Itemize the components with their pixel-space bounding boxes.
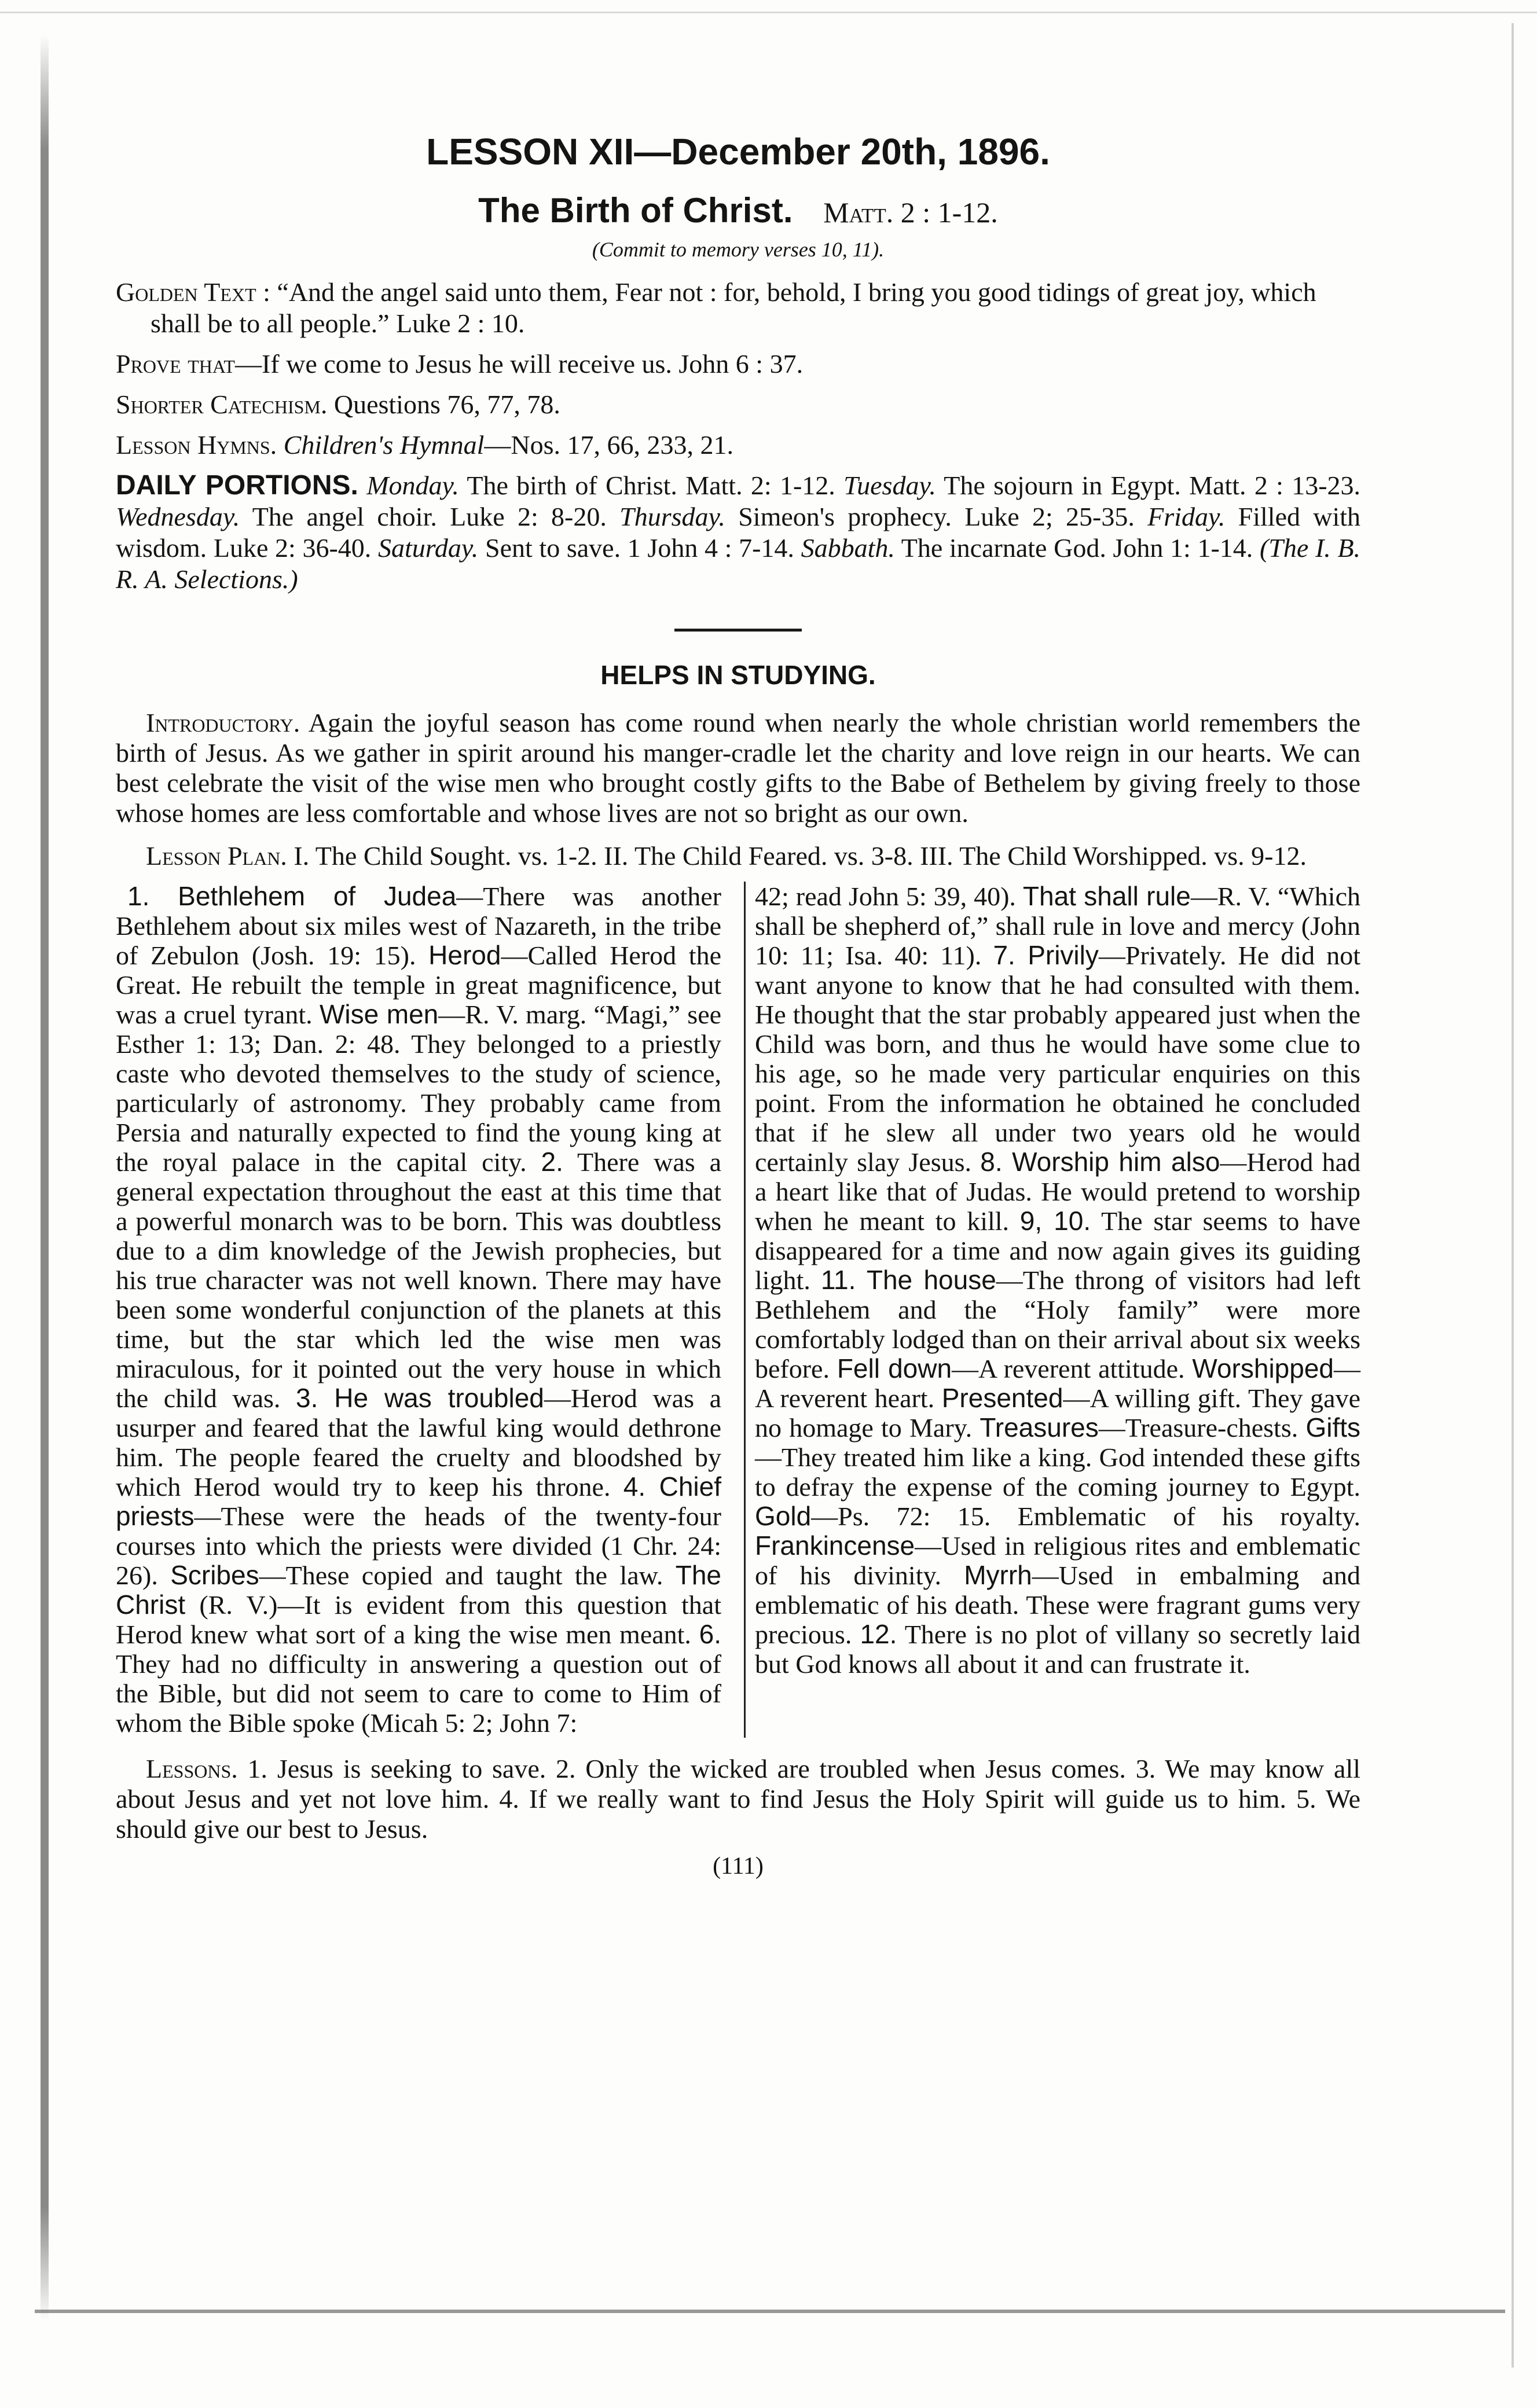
note-head: Worshipped: [1192, 1353, 1334, 1383]
note-head: Frankincense: [755, 1530, 915, 1561]
note-text: —R. V. “Which shall be shepherd of,” shall rule in love and mercy (John 10: 11; Isa. 40: 11).: [755, 882, 1361, 970]
note-head: 11. The house: [820, 1265, 996, 1295]
prove-that: [116, 348, 1360, 380]
note-head: 3. He was troubled: [296, 1383, 544, 1413]
note-text: There is no plot of villany so secretly laid but God knows all about it and can frustrate it.: [755, 1620, 1361, 1679]
note-text: —Used in embalming and emblematic of his death. These were fragrant gums very precious.: [755, 1561, 1360, 1649]
note-head: 2.: [541, 1147, 563, 1177]
note-head: That shall rule: [1022, 881, 1191, 911]
note-head: Scribes: [170, 1560, 259, 1590]
note-text: —The throng of visitors had left Bethlehem and the “Holy family” were more comfortably lodged than on their arrival about six weeks before.: [755, 1265, 1361, 1383]
daily-day: Thursday.: [619, 502, 725, 531]
note-head: 7. Privily: [993, 940, 1099, 970]
lesson-plan-label: Lesson Plan.: [146, 841, 287, 871]
daily-day: Saturday.: [377, 533, 479, 563]
note-text: 42; read John 5: 39, 40).: [755, 882, 1016, 911]
helps-heading: HELPS IN STUDYING.: [600, 660, 876, 690]
daily-text: The incarnate God. John 1: 1-14.: [901, 533, 1253, 563]
lesson-hymns-label: Lesson Hymns.: [116, 430, 277, 460]
daily-text: Sent to save. 1 John 4 : 7-14.: [485, 533, 794, 563]
lesson-title: LESSON XII—December 20th, 1896.: [426, 131, 1050, 172]
daily-day: Wednesday.: [116, 502, 240, 531]
note-head: 9, 10.: [1019, 1206, 1091, 1236]
note-head: 4. Chief priests: [116, 1471, 722, 1531]
note-head: Gold: [755, 1501, 812, 1531]
note-text: —Ps. 72: 15. Emblematic of his royalty.: [811, 1502, 1360, 1531]
notes-columns: [116, 882, 1360, 1738]
note-text: (R. V.)—It is evident from this question that Herod knew what sort of a king the wise men meant.: [116, 1590, 722, 1649]
note-text: —Herod had a heart like that of Judas. He would pretend to worship when he meant to kill.: [755, 1147, 1360, 1236]
note-head: 1. Bethlehem of Judea: [127, 881, 457, 911]
note-head: Wise men: [319, 999, 439, 1029]
lesson-plan: [116, 841, 1360, 871]
note-text: —A reverent heart.: [755, 1354, 1361, 1413]
note-text: —Herod was a usurper and feared that the lawful king would dethrone him. The people feared the cruelty and bloodshed by which Herod would try to keep his throne.: [116, 1383, 722, 1502]
note-head: The Christ: [116, 1560, 722, 1620]
golden-text-label: Golden Text :: [116, 277, 270, 307]
note-text: The star seems to have disappeared for a time and now again gives its guiding light.: [755, 1206, 1361, 1295]
note-text: —Called Herod the Great. He rebuilt the temple in great magnificence, but was a cruel tyrant.: [116, 941, 722, 1029]
daily-portions: [116, 470, 1360, 595]
prove-that-label: Prove that: [116, 349, 235, 379]
note-text: —They treated him like a king. God intended these gifts to defray the expense of the coming journey to Egypt.: [755, 1442, 1360, 1502]
daily-portions-heading: DAILY PORTIONS.: [116, 470, 358, 501]
commit-note: (Commit to memory verses 10, 11).: [592, 238, 885, 261]
shorter-catechism: [116, 389, 1360, 420]
section-divider: [674, 629, 802, 632]
daily-selections: (The I. B. R. A. Selections.): [116, 533, 1361, 594]
note-text: —Privately. He did not want anyone to know that he had consulted with them. He thought that the star probably appeared just when the Child was born, and thus he would have some clue to his age, so he made very particular enquiries on this point. From the information he obtained he concluded that if he slew all under two years old he would certainly slay Jesus.: [755, 941, 1360, 1177]
document-page: [116, 130, 1360, 1880]
page-number: (111): [713, 1853, 764, 1880]
daily-text: The angel choir. Luke 2: 8-20.: [252, 502, 607, 531]
note-head: Herod: [428, 940, 501, 970]
lesson-hymns: [116, 430, 1360, 461]
golden-text-body: “And the angel said unto them, Fear not : for, behold, I bring you good tidings of great joy, which shall be to all people.” Luke 2 : 10.: [151, 277, 1316, 338]
note-text: There was a general expectation throughout the east at this time that a powerful monarch was to be born. This was doubtless due to a dim knowledge of the Jewish prophecies, but his true character was not well known. There may have been some wonderful conjunction of the planets at this time, but the star which led the wise men was miraculous, for it pointed out the very house in which the child was.: [116, 1147, 721, 1413]
introductory-label: Introductory.: [146, 708, 300, 737]
note-text: —These copied and taught the law.: [259, 1561, 663, 1590]
daily-text: The sojourn in Egypt. Matt. 2 : 13-23.: [944, 471, 1361, 500]
note-text: —Used in religious rites and emblematic of his divinity.: [755, 1531, 1360, 1590]
note-head: 6.: [699, 1619, 721, 1649]
notes-left-column: [116, 882, 721, 1738]
daily-day: Tuesday.: [843, 471, 936, 500]
subtitle-text: The Birth of Christ.: [478, 191, 793, 230]
page-edge-left: [41, 35, 49, 2321]
note-head: 8. Worship him also: [980, 1147, 1220, 1177]
daily-day: Monday.: [366, 471, 459, 500]
lessons-body: 1. Jesus is seeking to save. 2. Only the wicked are troubled when Jesus comes. 3. We may know all about Jesus and yet not love him. 4. If we really want to find Jesus the Holy Spirit will guide us to him. 5. We should give our best to Jesus.: [116, 1754, 1360, 1844]
daily-day: Sabbath.: [801, 533, 895, 563]
daily-text: Filled with wisdom. Luke 2: 36-40.: [116, 502, 1361, 563]
daily-text: Simeon's prophecy. Luke 2; 25-35.: [738, 502, 1135, 531]
note-head: Presented: [941, 1383, 1063, 1413]
scripture-reference: Matt. 2 : 1-12.: [823, 196, 998, 229]
shorter-catechism-body: Questions 76, 77, 78.: [333, 390, 560, 419]
note-text: —R. V. marg. “Magi,” see Esther 1: 13; Dan. 2: 48. They belonged to a priestly caste who devoted themselves to the study of science, particularly of astronomy. They probably came from Persia and naturally expected to find the young king at the royal palace in the capital city.: [116, 1000, 722, 1177]
note-head: Gifts: [1305, 1412, 1361, 1442]
note-head: Myrrh: [964, 1560, 1032, 1590]
lesson-hymns-book: Children's Hymnal: [283, 430, 485, 460]
page-edge-top: [0, 12, 1537, 13]
lesson-subtitle: [116, 190, 1360, 230]
page-edge-right: [1512, 23, 1514, 2367]
note-text: —These were the heads of the twenty-four courses into which the priests were divided (1 Chr. 24: 26).: [116, 1502, 721, 1590]
page-edge-bottom: [35, 2310, 1505, 2313]
prove-that-body: —If we come to Jesus he will receive us. John 6 : 37.: [234, 349, 804, 379]
note-head: Fell down: [837, 1353, 952, 1383]
lesson-hymns-body: —Nos. 17, 66, 233, 21.: [484, 430, 734, 460]
note-text: —Treasure-chests.: [1098, 1413, 1298, 1442]
note-head: Treasures: [980, 1412, 1099, 1442]
daily-text: The birth of Christ. Matt. 2: 1-12.: [467, 471, 835, 500]
note-head: 12.: [860, 1619, 897, 1649]
note-text: They had no difficulty in answering a question out of the Bible, but did not seem to care to come to Him of whom the Bible spoke (Micah 5: 2; John 7:: [116, 1649, 721, 1738]
daily-day: Friday.: [1147, 502, 1226, 531]
note-text: —A reverent attitude.: [952, 1354, 1185, 1383]
notes-right-column: [744, 882, 1360, 1738]
note-text: —There was another Bethlehem about six miles west of Nazareth, in the tribe of Zebulon (Josh. 19: 15).: [116, 882, 721, 970]
golden-text: [116, 277, 1360, 339]
introductory-body: Again the joyful season has come round when nearly the whole christian world remembers the birth of Jesus. As we gather in spirit around his manger-cradle let the charity and love reign in our hearts. We can best celebrate the visit of the wise men who brought costly gifts to the Babe of Bethelem by giving freely to those whose homes are less comfortable and whose lives are not so bright as our own.: [116, 708, 1360, 828]
lessons-paragraph: [116, 1754, 1360, 1844]
lesson-plan-body: I. The Child Sought. vs. 1-2. II. The Child Feared. vs. 3-8. III. The Child Worshipped. vs. 9-12.: [294, 841, 1307, 871]
note-text: —A willing gift. They gave no homage to Mary.: [755, 1383, 1360, 1442]
lessons-label: Lessons.: [146, 1754, 238, 1783]
shorter-catechism-label: Shorter Catechism.: [116, 390, 328, 419]
introductory-paragraph: [116, 708, 1360, 828]
